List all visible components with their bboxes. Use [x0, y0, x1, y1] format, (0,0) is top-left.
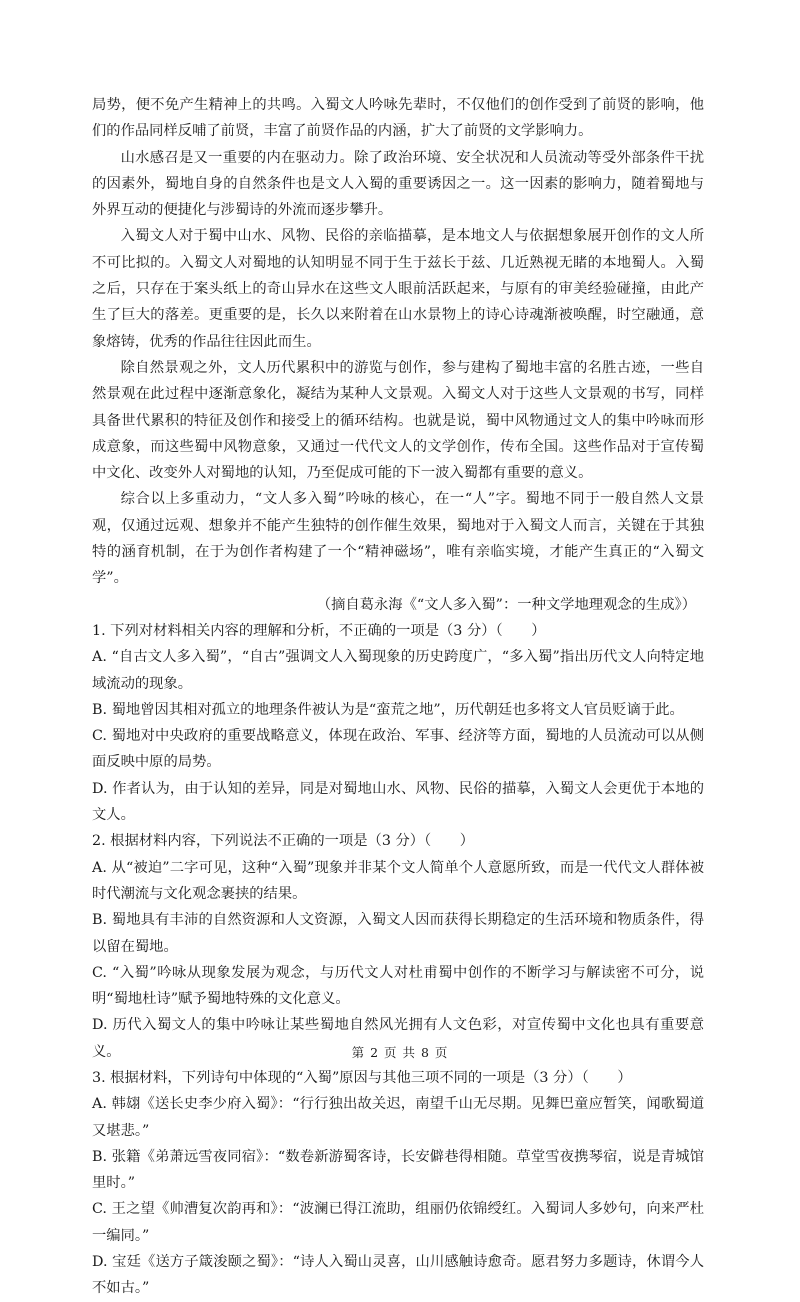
question-3-stem: 3. 根据材料，下列诗句中体现的“入蜀”原因与其他三项不同的一项是（3 分）（ ） — [92, 1069, 632, 1086]
question-3-option-c: C. 王之望《帅漕复次韵再和》：“波澜已得江流助，组丽仍依锦绶红。入蜀词人多妙句，向来严杜一编同。” — [92, 1201, 704, 1244]
question-2-option-a: A. 从“被迫”二字可见，这种“入蜀”现象并非某个文人简单个人意愿所致，而是一代代文人群体被时代潮流与文化观念裹挟的结果。 — [92, 859, 704, 902]
page-content — [92, 92, 704, 1302]
page-footer: 第 2 页 共 8 页 — [351, 1045, 449, 1060]
question-2-option-c: C. “入蜀”吟咏从现象发展为观念，与历代文人对杜甫蜀中创作的不断学习与解读密不可分，说明“蜀地杜诗”赋予蜀地特殊的文化意义。 — [92, 964, 704, 1008]
passage-paragraph-4: 除自然景观之外，文人历代累积中的游览与创作，参与建构了蜀地丰富的名胜古迹，一些自然景观在此过程中逐渐意象化，凝结为某种人文景观。入蜀文人对于这些人文景观的书写，同样具备世代累积的特征及创作和接受上的循环结构。也就是说，蜀中风物通过文人的集中吟咏而形成意象，而这些蜀中风物意象，又通过一代代文人的文学创作，传布全国。这些作品对于宣传蜀中文化、改变外人对蜀地的认知，乃至促成可能的下一波入蜀都有重要的意义。 — [92, 359, 704, 482]
question-1-option-d: D. 作者认为，由于认知的差异，同是对蜀地山水、风物、民俗的描摹，入蜀文人会更优于本地的文人。 — [92, 780, 704, 824]
passage-paragraph-2: 山水感召是又一重要的内在驱动力。除了政治环境、安全状况和人员流动等受外部条件干扰的因素外，蜀地自身的自然条件也是文人入蜀的重要诱因之一。这一因素的影响力，随着蜀地与外界互动的便捷化与涉蜀诗的外流而逐步攀升。 — [92, 149, 704, 219]
passage-source: （摘自葛永海《“文人多入蜀”：一种文学地理观念的生成》） — [316, 596, 696, 613]
question-2-stem: 2. 根据材料内容，下列说法不正确的一项是（3 分）（ ） — [92, 833, 475, 850]
question-3-option-a: A. 韩翃《送长史李少府入蜀》：“行行独出故关迟，南望千山无尽期。见舞巴童应暂笑，闻歌蜀道又堪悲。” — [92, 1096, 704, 1139]
question-3-option-d: D. 宝廷《送方子箴浚颐之蜀》：“诗人入蜀山灵喜，山川感触诗愈奇。愿君努力多题诗，休谓今人不如古。” — [92, 1254, 704, 1297]
question-1-stem: 1. 下列对材料相关内容的理解和分析，不正确的一项是（3 分）（ ） — [92, 622, 546, 639]
passage-paragraph-3: 入蜀文人对于蜀中山水、风物、民俗的亲临描摹，是本地文人与依据想象展开创作的文人所不可比拟的。入蜀文人对蜀地的认知明显不同于生于兹长于兹、几近熟视无睹的本地蜀人。入蜀之后，只存在于案头纸上的奇山异水在这些文人眼前活跃起来，与原有的审美经验碰撞，由此产生了巨大的落差。更重要的是，长久以来附着在山水景物上的诗心诗魂渐被唤醒，时空融通，意象熔铸，优秀的作品往往因此而生。 — [92, 228, 704, 350]
question-1-option-b: B. 蜀地曾因其相对孤立的地理条件被认为是“蛮荒之地”，历代朝廷也多将文人官员贬谪于此。 — [92, 701, 684, 718]
question-1-option-c: C. 蜀地对中央政府的重要战略意义，体现在政治、军事、经济等方面，蜀地的人员流动可以从侧面反映中原的局势。 — [92, 728, 704, 771]
passage-paragraph-1: 局势，便不免产生精神上的共鸣。入蜀文人吟咏先辈时，不仅他们的创作受到了前贤的影响，他们的作品同样反哺了前贤，丰富了前贤作品的内涵，扩大了前贤的文学影响力。 — [92, 97, 704, 140]
question-3-option-b: B. 张籍《弟萧远雪夜同宿》：“数卷新游蜀客诗，长安僻巷得相随。草堂雪夜携琴宿，说是青城馆里时。” — [92, 1148, 704, 1192]
question-1-option-a: A. “自古文人多入蜀”，“自古”强调文人入蜀现象的历史跨度广，“多入蜀”指出历代文人向特定地域流动的现象。 — [92, 649, 704, 692]
passage-paragraph-5: 综合以上多重动力，“文人多入蜀”吟咏的核心，在一“人”字。蜀地不同于一般自然人文景观，仅通过远观、想象并不能产生独特的创作催生效果，蜀地对于入蜀文人而言，关键在于其独特的涵育机制，在于为创作者构建了一个“精神磁场”，唯有亲临实境，才能产生真正的“入蜀文学”。 — [92, 491, 704, 587]
question-2-option-d: D. 历代入蜀文人的集中吟咏让某些蜀地自然风光拥有人文色彩，对宣传蜀中文化也具有重要意义。 — [92, 1017, 704, 1060]
question-2-option-b: B. 蜀地具有丰沛的自然资源和人文资源，入蜀文人因而获得长期稳定的生活环境和物质条件，得以留在蜀地。 — [92, 912, 704, 955]
